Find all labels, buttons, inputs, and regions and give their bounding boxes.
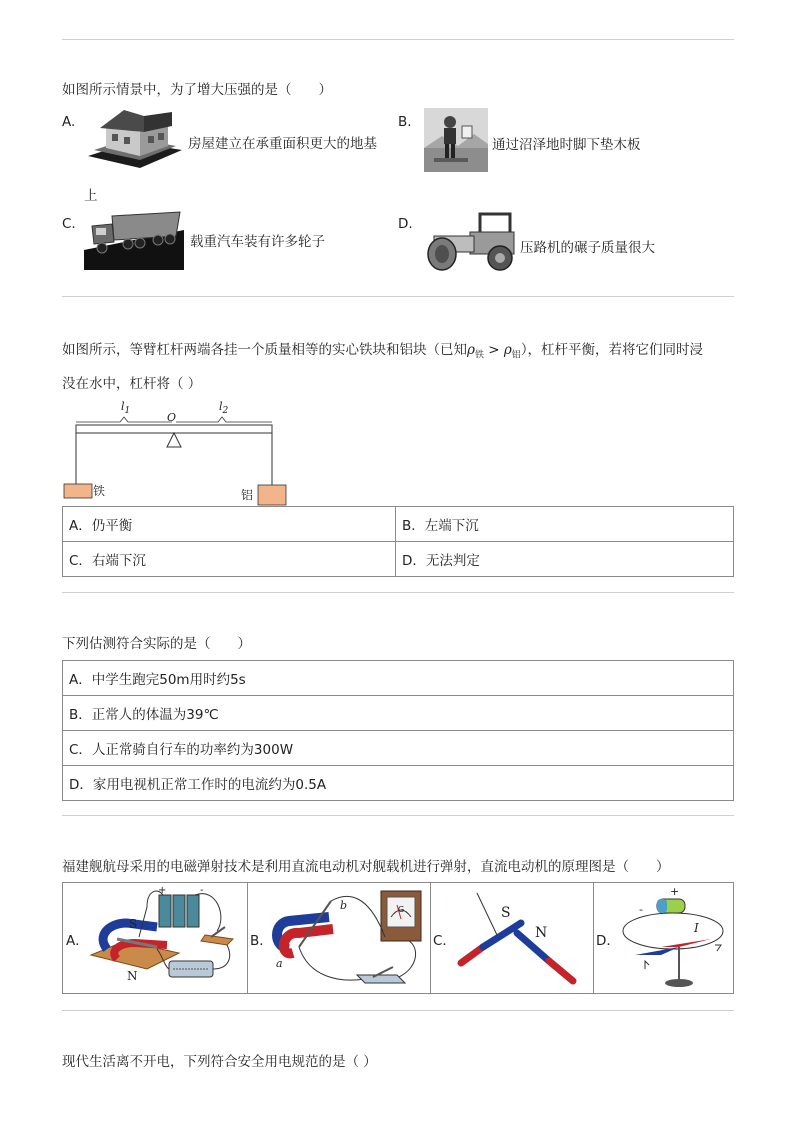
person-on-board-icon xyxy=(424,108,488,172)
q1-option-c-letter: C. xyxy=(62,216,76,232)
q1-option-d-text: 压路机的碾子质量很大 xyxy=(520,240,655,256)
q4-option-b-letter[interactable]: B． xyxy=(250,933,273,949)
question-2-stem xyxy=(62,340,734,366)
q1-option-b-text: 通过沼泽地时脚下垫木板 xyxy=(492,137,641,153)
d-minus-label: - xyxy=(639,903,643,916)
q2-stem-pre: 如图所示，等臂杠杆两端各挂一个质量相等的实心铁块和铝块（已知 xyxy=(62,342,467,358)
dump-truck-icon xyxy=(84,210,184,270)
greater-than: > xyxy=(483,342,504,358)
oersted-figure-d xyxy=(615,887,731,991)
question-3-stem: 下列估测符合实际的是（ ） xyxy=(62,636,251,652)
q1-option-a-letter: A. xyxy=(62,114,76,130)
c-n-label: N xyxy=(535,925,548,941)
q4-options-grid xyxy=(62,882,734,994)
question-1-stem: 如图所示情景中，为了增大压强的是（ ） xyxy=(62,82,332,98)
q3-option-c[interactable]: C．人正常骑自行车的功率约为300W xyxy=(63,731,734,766)
d-current-label: I xyxy=(694,921,699,935)
lever-pivot-label: O xyxy=(167,411,177,424)
a-s-pole-label: S xyxy=(129,917,138,931)
q3-option-d[interactable]: D．家用电视机正常工作时的电流约为0.5A xyxy=(63,766,734,801)
q2-options-table xyxy=(62,506,734,577)
b-a-label: a xyxy=(276,957,283,970)
q4-option-a-letter[interactable]: A． xyxy=(66,933,89,949)
q1-option-a-text-cont: 上 xyxy=(84,188,98,204)
q2-stem-post: ），杠杆平衡，若将它们同时浸 xyxy=(520,342,704,358)
sub-al: 铝 xyxy=(511,350,521,361)
rho-symbol: ρ xyxy=(467,342,475,358)
question-5-stem: 现代生活离不开电，下列符合安全用电规范的是（ ） xyxy=(62,1054,377,1070)
d-plus-label: + xyxy=(670,885,680,898)
iron-block-label: 铁 xyxy=(93,484,106,498)
q1-option-d-letter: D. xyxy=(398,216,413,232)
a-minus-label: - xyxy=(200,885,204,896)
house-on-base-icon xyxy=(84,106,184,172)
question-4-stem: 福建舰航母采用的电磁弹射技术是利用直流电动机对舰载机进行弹射，直流电动机的原理图是（ ） xyxy=(62,859,670,875)
q2-option-c[interactable]: C．右端下沉 xyxy=(63,542,396,577)
lever-l1-label: $l_1$ xyxy=(121,400,131,417)
q2-option-d[interactable]: D．无法判定 xyxy=(396,542,734,577)
a-n-pole-label: N xyxy=(127,969,138,983)
b-galvanometer-label: G xyxy=(398,905,405,914)
generator-circuit-figure-b xyxy=(269,887,429,991)
separator xyxy=(62,1010,734,1011)
question-2-stem-line2: 没在水中，杠杆将（ ） xyxy=(62,376,202,392)
sub-iron: 铁 xyxy=(474,350,484,361)
motor-circuit-figure-a xyxy=(87,887,245,991)
q2-option-b[interactable]: B．左端下沉 xyxy=(396,507,734,542)
road-roller-icon xyxy=(420,210,518,272)
separator xyxy=(62,296,734,297)
lever-l2-label: $l_2$ xyxy=(219,400,229,417)
q3-option-b[interactable]: B．正常人的体温为39℃ xyxy=(63,696,734,731)
a-plus-label: + xyxy=(158,885,167,896)
separator xyxy=(62,815,734,816)
b-b-label: b xyxy=(340,899,348,912)
aluminum-block-label: 铝 xyxy=(241,488,254,502)
rho-symbol: ρ xyxy=(503,342,512,358)
magnets-figure-c xyxy=(453,887,591,991)
q3-option-a[interactable]: A．中学生跑完50m用时约5s xyxy=(63,661,734,696)
q1-option-b-letter: B. xyxy=(398,114,412,130)
q1-option-c-text: 载重汽车装有许多轮子 xyxy=(190,234,325,250)
c-s-label: S xyxy=(501,905,511,921)
separator xyxy=(62,592,734,593)
q4-option-d-letter[interactable]: D． xyxy=(596,933,620,949)
q4-option-c-letter[interactable]: C． xyxy=(433,933,456,949)
q1-option-a-text: 房屋建立在承重面积更大的地基 xyxy=(188,136,377,152)
separator xyxy=(62,39,734,40)
q2-option-a[interactable]: A．仍平衡 xyxy=(63,507,396,542)
q3-options-table xyxy=(62,660,734,801)
